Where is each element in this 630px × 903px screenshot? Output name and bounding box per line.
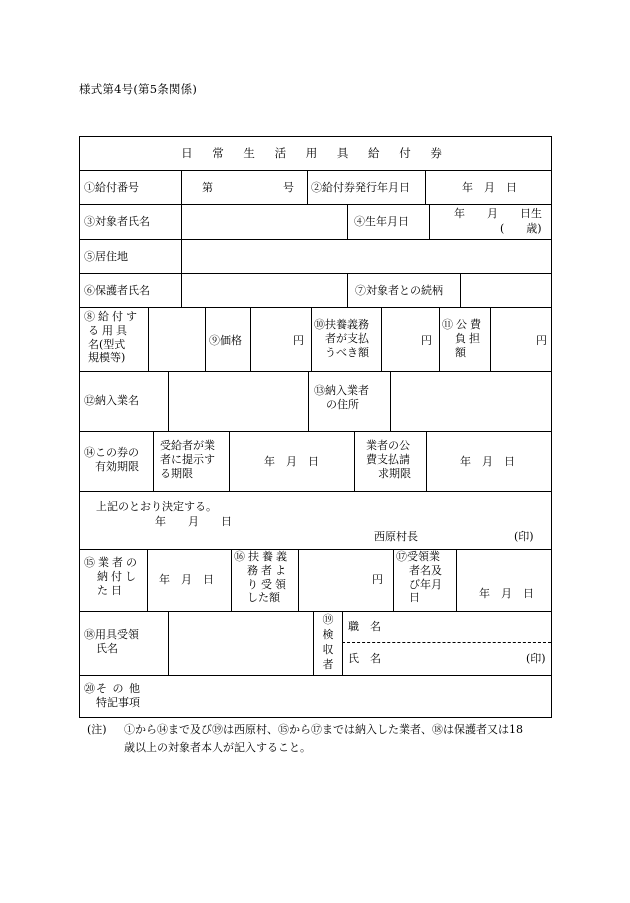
decision-date: 年 月 日 (155, 515, 232, 528)
row-divider (80, 239, 551, 240)
yen-unit: 円 (536, 334, 547, 347)
label-benefit-number: ①給付番号 (84, 181, 139, 194)
col-divider (308, 371, 309, 432)
label-line: ⑱用具受領 (84, 628, 139, 641)
yen-unit: 円 (293, 334, 304, 347)
col-divider (181, 273, 182, 308)
col-divider (307, 170, 308, 205)
label-line: ⑲ (322, 613, 334, 626)
row-divider (80, 204, 551, 205)
label-line: うべき額 (325, 345, 369, 359)
mayor-name: 西原村長 (374, 530, 418, 543)
label-line: 日 (409, 591, 420, 605)
row-divider (80, 273, 551, 274)
label-line: 納付し (97, 569, 139, 583)
label-public-share (442, 318, 484, 359)
label-line: ⑬納入業者 (314, 384, 369, 397)
label-line: した額 (247, 591, 280, 605)
label-line: ⑳そ の 他 (84, 682, 141, 695)
label-line: び年月 (409, 577, 442, 591)
footnote-line: ①から⑭まで及び⑲は西原村、⑮から⑰までは納入した業者、⑱は保護者又は18 (124, 723, 523, 736)
row-divider (80, 170, 551, 171)
label-birth-date: ④生年月日 (354, 215, 409, 228)
row-divider (80, 371, 551, 372)
row-divider (80, 549, 551, 550)
label-line: ⑧給付す (84, 310, 140, 323)
decision-text: 上記のとおり決定する。 (96, 500, 217, 513)
label-line: 収 (322, 643, 334, 656)
seal-mark: (印) (526, 652, 546, 665)
claim-deadline-date: 年 月 日 (460, 455, 515, 468)
col-divider (168, 371, 169, 432)
label-line: ⑭この券の (84, 446, 139, 459)
yen-unit: 円 (372, 573, 383, 586)
label-recipient-name: ③対象者氏名 (84, 215, 150, 228)
label-line: ⑪公費 (442, 318, 484, 331)
label-supplier-address (314, 384, 369, 412)
label-line: 者が支払 (325, 331, 369, 345)
col-divider (393, 549, 394, 612)
label-line: ⑯扶養義 (234, 550, 290, 563)
label-inspector (314, 612, 342, 672)
col-divider (460, 273, 461, 308)
present-deadline-date: 年 月 日 (264, 455, 319, 468)
label-line: 有効期限 (95, 459, 139, 473)
col-divider (426, 431, 427, 492)
col-divider (347, 204, 348, 240)
label-equipment-receiver (84, 628, 139, 656)
text-go: 号 (283, 181, 294, 194)
label-validity (84, 446, 139, 474)
col-divider (439, 307, 440, 372)
col-divider (381, 307, 382, 372)
col-divider (456, 549, 457, 612)
label-line: 額 (455, 345, 469, 359)
col-divider (231, 549, 232, 612)
label-inspector-name: 氏 名 (348, 652, 381, 665)
label-line: 業者の公 (366, 439, 410, 452)
label-guardian-share (314, 318, 369, 359)
col-divider (390, 371, 391, 432)
label-line: 受給者が業 (160, 439, 215, 452)
col-divider (354, 431, 355, 492)
text-dai: 第 (202, 181, 213, 194)
label-line: た日 (97, 583, 125, 597)
label-claim-deadline (366, 439, 411, 480)
label-line: 者 (322, 658, 334, 671)
voucher-form (79, 136, 552, 718)
label-line: る期限 (160, 466, 193, 480)
label-job-title: 職 名 (348, 620, 381, 633)
form-number: 様式第4号(第5条関係) (79, 82, 198, 96)
row-divider (80, 675, 551, 676)
row-divider (80, 431, 551, 432)
issue-date-field: 年 月 日 (462, 181, 517, 194)
footnote (87, 721, 561, 756)
footnote-line: 歳以上の対象者本人が記入すること。 (124, 740, 311, 754)
label-guardian-name: ⑥保護者氏名 (84, 284, 150, 297)
yen-unit: 円 (421, 334, 432, 347)
label-relationship: ⑦対象者との続柄 (355, 284, 443, 297)
label-line: の住所 (326, 397, 359, 411)
label-equipment-name (84, 310, 150, 365)
label-line: 者名及 (409, 563, 442, 577)
label-price: ⑨価格 (209, 334, 242, 347)
label-line: 者に提示す (160, 452, 215, 466)
label-line: り受領 (247, 577, 289, 591)
label-address: ⑤居住地 (84, 250, 128, 263)
label-line: 求期限 (378, 466, 411, 480)
col-divider (153, 431, 154, 492)
label-line: 名(型式 (88, 337, 126, 351)
delivery-date-field: 年 月 日 (159, 573, 214, 586)
col-divider (347, 273, 348, 308)
row-divider (80, 307, 551, 308)
dashed-divider (342, 642, 551, 643)
col-divider (429, 204, 430, 240)
label-line: 費支払請 (366, 452, 410, 466)
row-divider (80, 491, 551, 492)
label-line: ⑩扶養義務 (314, 318, 369, 331)
col-divider (342, 611, 343, 676)
label-line: ⑮業者の (84, 556, 140, 569)
col-divider (229, 431, 230, 492)
label-line: 氏名 (96, 641, 118, 655)
col-divider (298, 549, 299, 612)
col-divider (181, 204, 182, 240)
label-line: る用具 (88, 323, 130, 337)
label-line: 規模等) (88, 351, 126, 365)
seal-mark: (印) (514, 530, 534, 543)
col-divider (168, 611, 169, 676)
col-divider (181, 170, 182, 205)
label-line: 務者よ (247, 563, 289, 577)
label-delivery-date (84, 556, 140, 597)
label-present-deadline (160, 439, 215, 480)
label-line: 負担 (455, 331, 483, 345)
footnote-mark: (注) (87, 723, 107, 736)
received-date-field: 年 月 日 (479, 587, 534, 600)
label-line: 特記事項 (96, 695, 140, 709)
col-divider (425, 170, 426, 205)
col-divider (250, 307, 251, 372)
birth-date-field: 年 月 日生 (454, 207, 542, 220)
label-supplier-name: ⑫納入業名 (84, 394, 139, 407)
voucher-title: 日 常 生 活 用 具 給 付 券 (181, 146, 450, 160)
label-other-notes (84, 682, 141, 710)
col-divider (205, 307, 206, 372)
col-divider (181, 239, 182, 274)
col-divider (147, 549, 148, 612)
label-line: 検 (322, 628, 334, 641)
label-receiving-supplier (396, 550, 442, 605)
col-divider (490, 307, 491, 372)
label-received-from-guardian (234, 550, 290, 605)
age-field: ( 歳) (500, 222, 542, 235)
label-line: ⑰受領業 (396, 550, 440, 563)
col-divider (311, 307, 312, 372)
label-issue-date: ②給付券発行年月日 (311, 181, 410, 194)
